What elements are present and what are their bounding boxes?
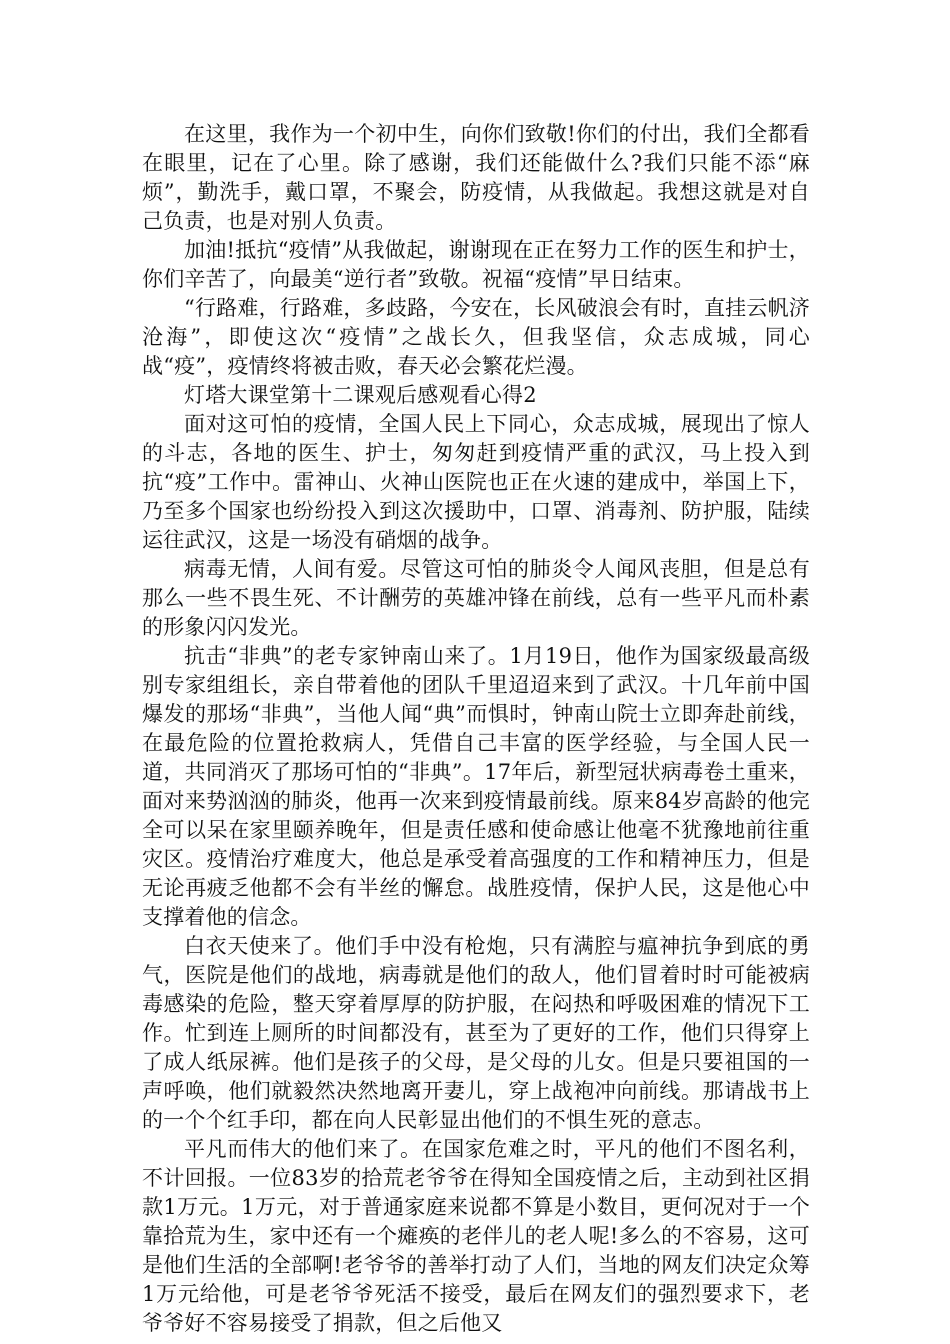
section-heading: 灯塔大课堂第十二课观后感观看心得2 — [184, 383, 537, 407]
paragraph-7: 白衣天使来了。他们手中没有枪炮，只有满腔与瘟神抗争到底的勇气，医院是他们的战地，病毒就是他们的敌人，他们冒着时时可能被病毒感染的危险，整天穿着厚厚的防护服，在闷热和呼吸困难的情况下工作。忙到连上厕所的时间都没有，甚至为了更好的工作，他们只得穿上了成人纸尿裤。他们是孩子的父母，是父母的儿女。但是只要祖国的一声呼唤，他们就毅然决然地离开妻儿，穿上战袍冲向前线。那请战书上的一个个红手印，都在向人民彰显出他们的不惧生死的意志。 — [142, 934, 810, 1132]
paragraph-5: 病毒无情，人间有爱。尽管这可怕的肺炎令人闻风丧胆，但是总有那么一些不畏生死、不计酬劳的英雄冲锋在前线，总有一些平凡而朴素的形象闪闪发光。 — [142, 557, 810, 639]
document-body — [142, 120, 810, 1338]
paragraph-3: “行路难，行路难，多歧路，今安在，长风破浪会有时，直挂云帆济沧海”，即使这次“疫情”之战长久，但我坚信，众志成城，同心战“疫”，疫情终将被击败，春天必会繁花烂漫。 — [142, 296, 810, 378]
paragraph-8: 平凡而伟大的他们来了。在国家危难之时，平凡的他们不图名利，不计回报。一位83岁的拾荒老爷爷在得知全国疫情之后，主动到社区捐款1万元。1万元，对于普通家庭来说都不算是小数目，更何况对于一个靠拾荒为生，家中还有一个瘫痪的老伴儿的老人呢!多么的不容易，这可是他们生活的全部啊!老爷爷的善举打动了人们，当地的网友们决定众筹1万元给他，可是老爷爷死活不接受，最后在网友们的强烈要求下，老爷爷好不容易接受了捐款，但之后他又 — [142, 1137, 810, 1335]
paragraph-6: 抗击“非典”的老专家钟南山来了。1月19日，他作为国家级最高级别专家组组长，亲自带着他的团队千里迢迢来到了武汉。十几年前中国爆发的那场“非典”，当他人闻“典”而惧时，钟南山院士立即奔赴前线，在最危险的位置抢救病人，凭借自己丰富的医学经验，与全国人民一道，共同消灭了那场可怕的“非典”。17年后，新型冠状病毒卷土重来，面对来势汹汹的肺炎，他再一次来到疫情最前线。原来84岁高龄的他完全可以呆在家里颐养晚年，但是责任感和使命感让他毫不犹豫地前往重灾区。疫情治疗难度大，他总是承受着高强度的工作和精神压力，但是无论再疲乏他都不会有半丝的懈怠。战胜疫情，保护人民，这是他心中支撑着他的信念。 — [142, 644, 810, 929]
paragraph-2: 加油!抵抗“疫情”从我做起，谢谢现在正在努力工作的医生和护士，你们辛苦了，向最美“逆行者”致敬。祝福“疫情”早日结束。 — [142, 238, 810, 291]
paragraph-1: 在这里，我作为一个初中生，向你们致敬!你们的付出，我们全都看在眼里，记在了心里。除了感谢，我们还能做什么?我们只能不添“麻烦”，勤洗手，戴口罩，不聚会，防疫情，从我做起。我想这就是对自己负责，也是对别人负责。 — [142, 122, 810, 233]
paragraph-4: 面对这可怕的疫情，全国人民上下同心，众志成城，展现出了惊人的斗志，各地的医生、护士，匆匆赶到疫情严重的武汉，马上投入到抗“疫”工作中。雷神山、火神山医院也正在火速的建成中，举国上下，乃至多个国家也纷纷投入到这次援助中，口罩、消毒剂、防护服，陆续运往武汉，这是一场没有硝烟的战争。 — [142, 412, 810, 552]
